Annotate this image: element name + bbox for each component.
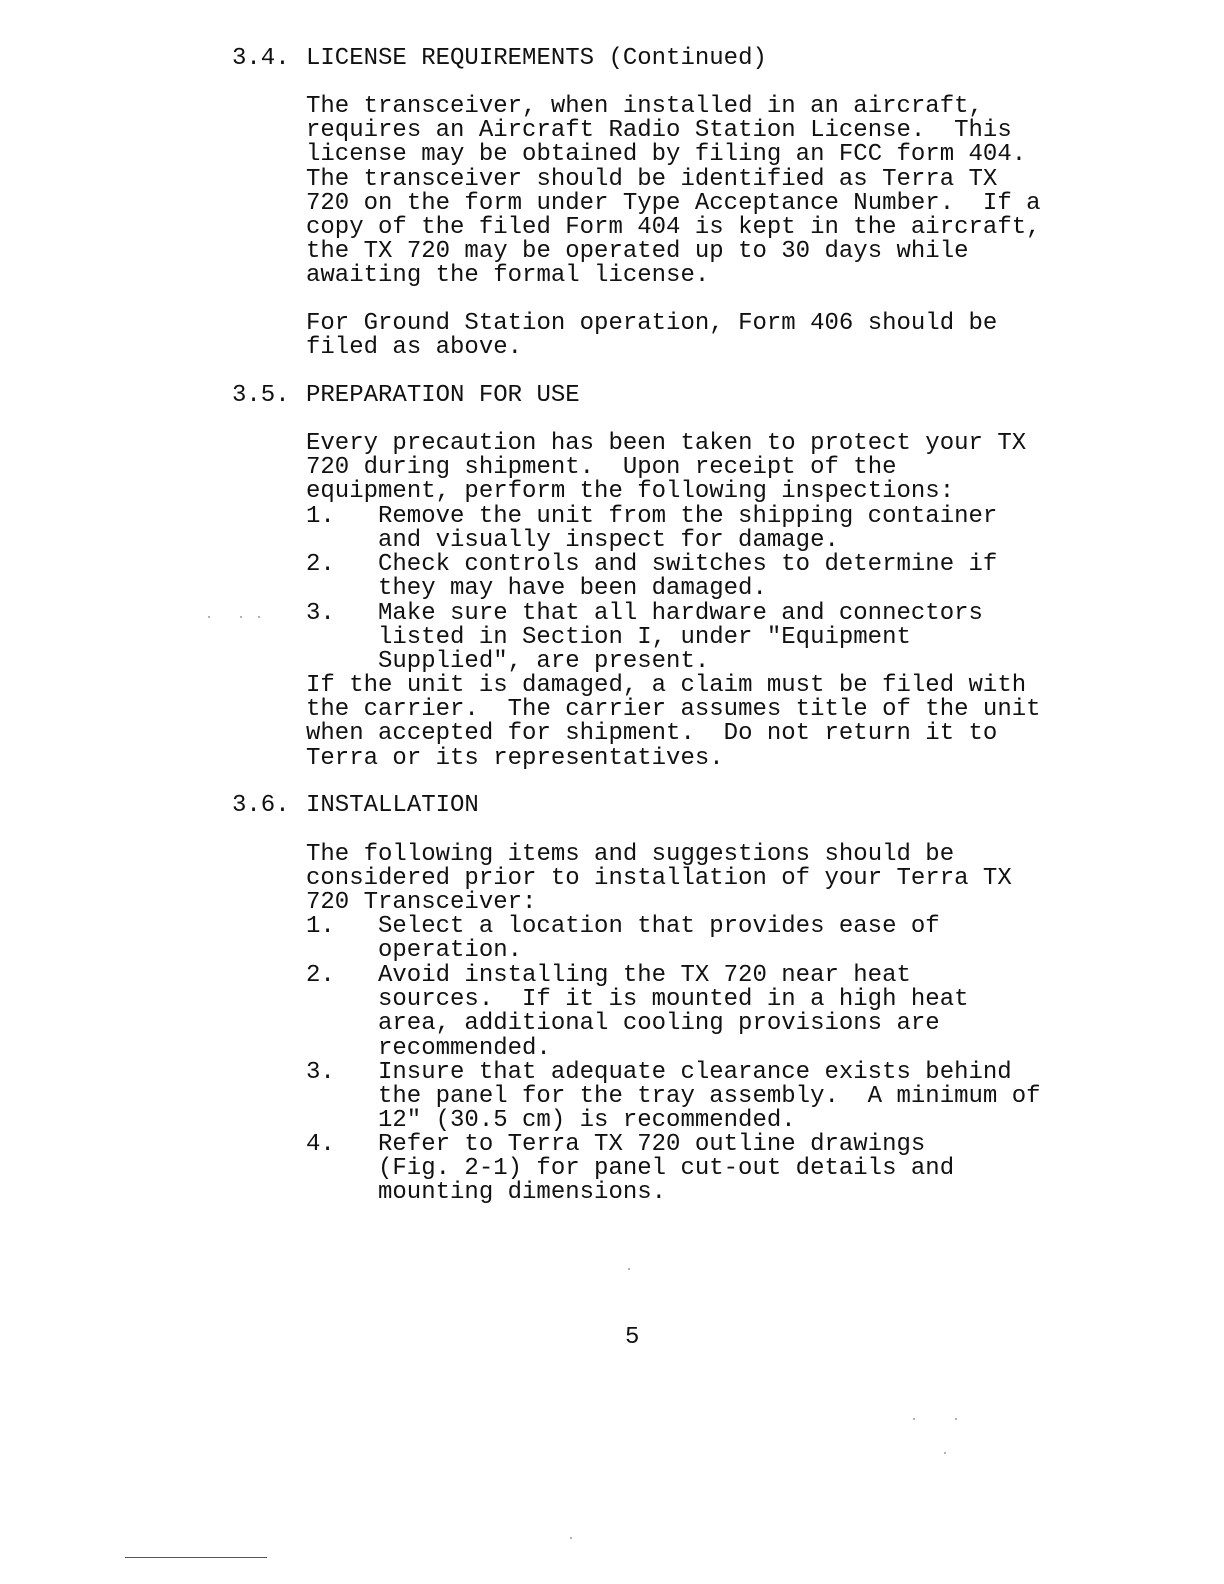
scan-speck bbox=[570, 1537, 572, 1539]
text-line: license may be obtained by filing an FCC form 404. bbox=[306, 141, 1027, 169]
text-line: Insure that adequate clearance exists behind bbox=[378, 1059, 1012, 1086]
list-item-number: 3. bbox=[306, 600, 335, 627]
list-item-number: 1. bbox=[306, 913, 335, 940]
text-line: If the unit is damaged, a claim must be filed with bbox=[306, 672, 1027, 699]
text-line: Terra or its representatives. bbox=[306, 744, 724, 772]
text-line: Refer to Terra TX 720 outline drawings bbox=[378, 1131, 926, 1158]
text-line: (Fig. 2-1) for panel cut-out details and bbox=[378, 1155, 955, 1183]
text-line: Remove the unit from the shipping container bbox=[378, 503, 998, 530]
text-line: the panel for the tray assembly. A minimum of bbox=[378, 1083, 1041, 1111]
text-line: The transceiver should be identified as Terra TX bbox=[306, 165, 998, 193]
section-3-6-number: 3.6. bbox=[232, 792, 290, 819]
text-line: Every precaution has been taken to protect your TX bbox=[306, 430, 1027, 457]
text-line: mounting dimensions. bbox=[378, 1179, 667, 1207]
text-line: when accepted for shipment. Do not return it to bbox=[306, 720, 998, 748]
list-item-number: 3. bbox=[306, 1059, 335, 1086]
text-line: Make sure that all hardware and connectors bbox=[378, 600, 983, 627]
section-3-5-title: PREPARATION FOR USE bbox=[306, 382, 580, 409]
section-3-4-number: 3.4. bbox=[232, 45, 290, 72]
ground-station-paragraph bbox=[306, 312, 1166, 360]
text-line: 12" (30.5 cm) is recommended. bbox=[378, 1107, 796, 1135]
scan-speck bbox=[628, 1268, 630, 1270]
text-line: The following items and suggestions should be bbox=[306, 841, 955, 868]
text-line: 720 during shipment. Upon receipt of the bbox=[306, 454, 897, 482]
footer-rule bbox=[125, 1557, 267, 1558]
text-line: 720 on the form under Type Acceptance Number. If a bbox=[306, 189, 1041, 217]
preparation-intro bbox=[306, 432, 1166, 505]
page-number: 5 bbox=[625, 1324, 640, 1351]
text-line: requires an Aircraft Radio Station License. This bbox=[306, 117, 1012, 145]
list-item-number: 2. bbox=[306, 551, 335, 578]
list-item-number: 1. bbox=[306, 503, 335, 530]
scan-speck bbox=[944, 1452, 946, 1454]
text-line: 720 Transceiver: bbox=[306, 889, 537, 917]
text-line: operation. bbox=[378, 937, 523, 965]
section-3-5-number: 3.5. bbox=[232, 382, 290, 409]
scan-speck bbox=[258, 616, 260, 618]
text-line: area, additional cooling provisions are bbox=[378, 1010, 940, 1038]
scan-speck bbox=[913, 1418, 915, 1420]
scan-speck bbox=[955, 1418, 957, 1420]
text-line: recommended. bbox=[378, 1034, 551, 1062]
damage-claim-paragraph bbox=[306, 674, 1166, 771]
text-line: The transceiver, when installed in an aircraft, bbox=[306, 93, 983, 120]
text-line: Avoid installing the TX 720 near heat bbox=[378, 962, 911, 989]
list-item-number: 4. bbox=[306, 1131, 335, 1158]
license-paragraph bbox=[306, 95, 1166, 289]
scan-speck bbox=[240, 616, 242, 618]
text-line: sources. If it is mounted in a high heat bbox=[378, 986, 969, 1014]
section-3-4-title: LICENSE REQUIREMENTS (Continued) bbox=[306, 45, 767, 72]
text-line: listed in Section I, under "Equipment bbox=[378, 624, 911, 652]
text-line: and visually inspect for damage. bbox=[378, 527, 839, 555]
text-line: considered prior to installation of your Terra TX bbox=[306, 865, 1012, 893]
text-line: filed as above. bbox=[306, 334, 523, 362]
text-line: Supplied", are present. bbox=[378, 648, 710, 676]
text-line: equipment, perform the following inspections: bbox=[306, 478, 955, 506]
list-item-number: 2. bbox=[306, 962, 335, 989]
text-line: Select a location that provides ease of bbox=[378, 913, 940, 940]
text-line: Check controls and switches to determine if bbox=[378, 551, 998, 578]
text-line: copy of the filed Form 404 is kept in the aircraft, bbox=[306, 213, 1041, 241]
text-line: the carrier. The carrier assumes title of the unit bbox=[306, 696, 1041, 724]
text-line: For Ground Station operation, Form 406 should be bbox=[306, 310, 998, 337]
text-line: awaiting the formal license. bbox=[306, 262, 710, 290]
text-line: they may have been damaged. bbox=[378, 575, 767, 603]
section-3-6-title: INSTALLATION bbox=[306, 792, 479, 819]
text-line: the TX 720 may be operated up to 30 days while bbox=[306, 238, 969, 266]
installation-intro bbox=[306, 843, 1166, 916]
scan-speck bbox=[208, 616, 210, 618]
